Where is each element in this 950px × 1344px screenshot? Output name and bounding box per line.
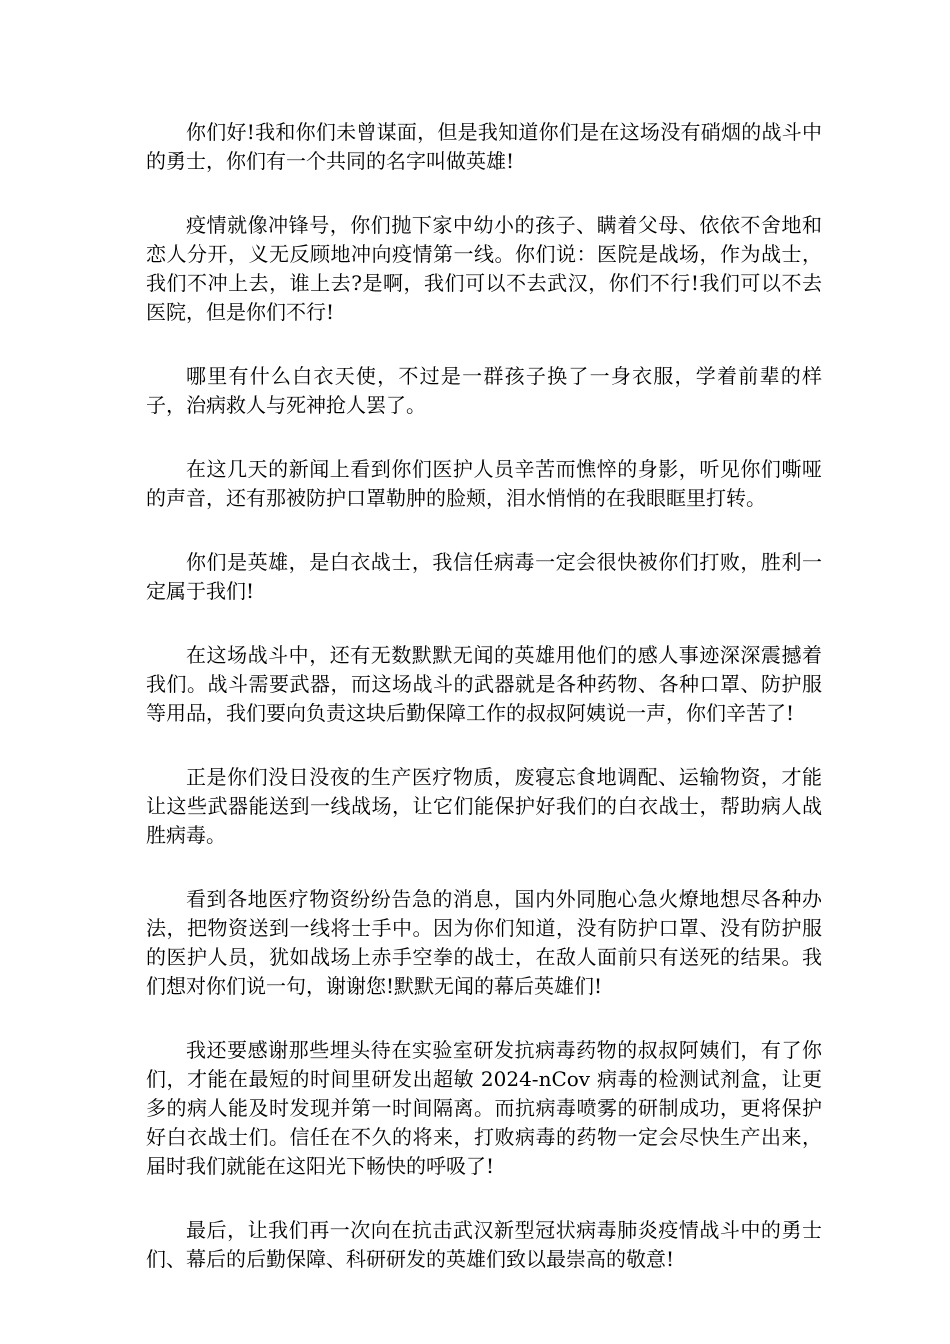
paragraph-10: 最后，让我们再一次向在抗击武汉新型冠状病毒肺炎疫情战斗中的勇士们、幕后的后勤保障、科研研发的英雄们致以最崇高的敬意! [146,1218,822,1271]
paragraph-6: 在这场战斗中，还有无数默默无闻的英雄用他们的感人事迹深深震撼着我们。战斗需要武器，而这场战斗的武器就是各种药物、各种口罩、防护服等用品，我们要向负责这块后勤保障工作的叔叔阿姨说一声，你们辛苦了! [146,643,822,725]
document-body [146,118,822,1309]
paragraph-1: 你们好!我和你们未曾谋面，但是我知道你们是在这场没有硝烟的战斗中的勇士，你们有一个共同的名字叫做英雄! [146,120,822,173]
paragraph-4: 在这几天的新闻上看到你们医护人员辛苦而憔悴的身影，听见你们嘶哑的声音，还有那被防护口罩勒肿的脸颊，泪水悄悄的在我眼眶里打转。 [146,457,822,510]
paragraph-9: 我还要感谢那些埋头待在实验室研发抗病毒药物的叔叔阿姨们，有了你们，才能在最短的时间里研发出超敏 2024-nCov 病毒的检测试剂盒，让更多的病人能及时发现并第一时间隔离。而抗病毒喷雾的研制成功，更将保护好白衣战士们。信任在不久的将来，打败病毒的药物一定会尽快生产出来，届时我们就能在这阳光下畅快的呼吸了! [146,1038,822,1178]
paragraph-2: 疫情就像冲锋号，你们抛下家中幼小的孩子、瞒着父母、依依不舍地和恋人分开，义无反顾地冲向疫情第一线。你们说：医院是战场，作为战士，我们不冲上去，谁上去?是啊，我们可以不去武汉，你们不行!我们可以不去医院，但是你们不行! [146,213,822,324]
paragraph-8: 看到各地医疗物资纷纷告急的消息，国内外同胞心急火燎地想尽各种办法，把物资送到一线将士手中。因为你们知道，没有防护口罩、没有防护服的医护人员，犹如战场上赤手空拳的战士，在敌人面前只有送死的结果。我们想对你们说一句，谢谢您!默默无闻的幕后英雄们! [146,887,822,998]
paragraph-5: 你们是英雄，是白衣战士，我信任病毒一定会很快被你们打败，胜利一定属于我们! [146,550,822,603]
paragraph-7: 正是你们没日没夜的生产医疗物质，废寝忘食地调配、运输物资，才能让这些武器能送到一线战场，让它们能保护好我们的白衣战士，帮助病人战胜病毒。 [146,765,822,847]
paragraph-3: 哪里有什么白衣天使，不过是一群孩子换了一身衣服，学着前辈的样子，治病救人与死神抢人罢了。 [146,364,822,417]
